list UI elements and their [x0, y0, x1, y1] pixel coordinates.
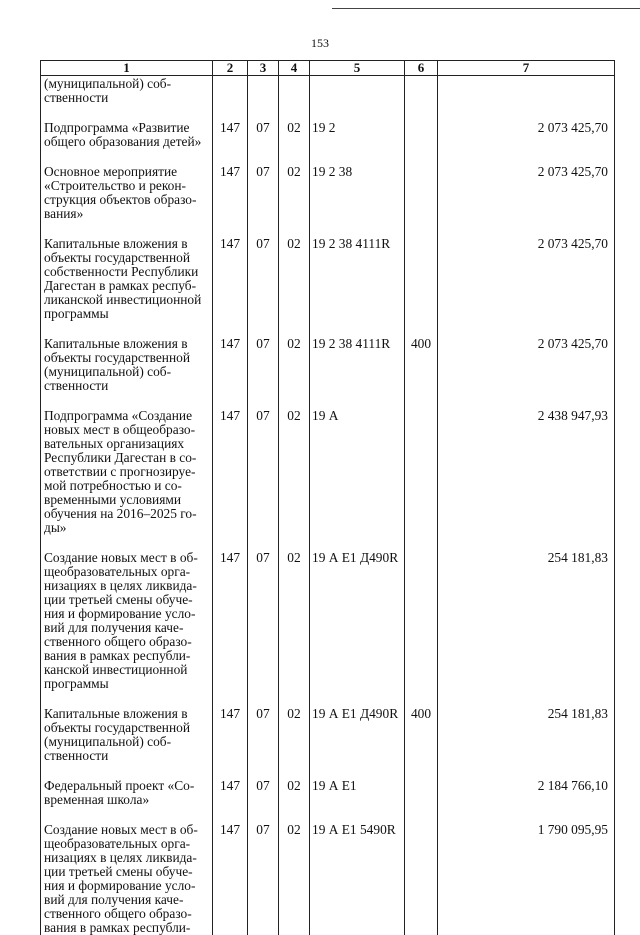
row-code-subsection: 02 [279, 409, 310, 551]
row-code-subsection: 02 [279, 707, 310, 779]
row-code-expense-type [405, 551, 438, 707]
table-row [41, 779, 615, 823]
table-row [41, 337, 615, 409]
budget-table [40, 60, 615, 935]
table-row [41, 121, 615, 165]
row-name: Подпрограмма «Развитие общего образования детей» [41, 121, 213, 165]
row-code-target: 19 А Е1 [310, 779, 405, 823]
row-amount: 2 073 425,70 [438, 165, 615, 237]
row-code-section: 07 [248, 165, 279, 237]
table-row [41, 76, 615, 122]
row-code-expense-type [405, 409, 438, 551]
column-header-5: 5 [310, 61, 405, 76]
row-code-expense-type [405, 76, 438, 122]
row-code-target: 19 2 [310, 121, 405, 165]
row-code-subsection: 02 [279, 823, 310, 935]
row-name: Создание новых мест в об- щеобразовательных орга- низациях в целях ликвида- ции третьей смены обуче- ния и формирование усло- вий для получения каче- ственного общего образо- вания в рамках республи- канской инвестиционной программы [41, 551, 213, 707]
row-amount: 254 181,83 [438, 707, 615, 779]
row-code-admin: 147 [213, 551, 248, 707]
row-code-expense-type [405, 237, 438, 337]
row-code-target: 19 А Е1 5490R [310, 823, 405, 935]
table-body [41, 76, 615, 935]
row-amount: 2 438 947,93 [438, 409, 615, 551]
row-code-section: 07 [248, 121, 279, 165]
column-header-2: 2 [213, 61, 248, 76]
row-code-expense-type [405, 779, 438, 823]
row-code-target: 19 2 38 [310, 165, 405, 237]
row-amount: 2 073 425,70 [438, 337, 615, 409]
row-code-subsection: 02 [279, 121, 310, 165]
page-number: 153 [0, 36, 640, 51]
row-code-section: 07 [248, 551, 279, 707]
row-code-subsection: 02 [279, 337, 310, 409]
row-amount [438, 76, 615, 122]
row-code-section: 07 [248, 707, 279, 779]
row-code-target [310, 76, 405, 122]
row-code-expense-type [405, 121, 438, 165]
row-name: Создание новых мест в об- щеобразовательных орга- низациях в целях ликвида- ции третьей смены обуче- ния и формирование усло- вий для получения каче- ственного общего образо- вания в рамках республи- [41, 823, 213, 935]
row-amount: 2 073 425,70 [438, 121, 615, 165]
table-row [41, 707, 615, 779]
row-code-target: 19 А [310, 409, 405, 551]
column-header-3: 3 [248, 61, 279, 76]
row-code-section: 07 [248, 409, 279, 551]
column-header-1: 1 [41, 61, 213, 76]
row-code-admin: 147 [213, 707, 248, 779]
table-row [41, 237, 615, 337]
row-name: Капитальные вложения в объекты государственной (муниципальной) соб- ственности [41, 707, 213, 779]
row-code-section: 07 [248, 237, 279, 337]
row-code-subsection: 02 [279, 551, 310, 707]
row-code-expense-type [405, 165, 438, 237]
row-name: (муниципальной) соб- ственности [41, 76, 213, 122]
row-code-admin: 147 [213, 779, 248, 823]
row-code-target: 19 А Е1 Д490R [310, 707, 405, 779]
row-name: Подпрограмма «Создание новых мест в общеобразо- вательных организациях Республики Дагестан в со- ответствии с прогнозируе- мой потребностью и со- временными условиями обучения на 2016–2025 го- ды» [41, 409, 213, 551]
row-code-target: 19 2 38 4111R [310, 337, 405, 409]
row-code-admin: 147 [213, 121, 248, 165]
top-edge-line [332, 8, 640, 9]
row-code-expense-type: 400 [405, 337, 438, 409]
row-code-expense-type: 400 [405, 707, 438, 779]
row-code-subsection: 02 [279, 237, 310, 337]
table-row [41, 823, 615, 935]
table-row [41, 409, 615, 551]
row-code-admin: 147 [213, 823, 248, 935]
row-code-subsection [279, 76, 310, 122]
row-code-subsection: 02 [279, 779, 310, 823]
table-row [41, 551, 615, 707]
row-name: Капитальные вложения в объекты государственной (муниципальной) соб- ственности [41, 337, 213, 409]
table-header-row [41, 61, 615, 76]
table-row [41, 165, 615, 237]
row-amount: 2 073 425,70 [438, 237, 615, 337]
row-code-admin: 147 [213, 337, 248, 409]
row-code-section [248, 76, 279, 122]
row-code-section: 07 [248, 779, 279, 823]
column-header-6: 6 [405, 61, 438, 76]
row-name: Основное мероприятие «Строительство и рекон- струкция объектов образо- вания» [41, 165, 213, 237]
row-code-admin [213, 76, 248, 122]
row-amount: 2 184 766,10 [438, 779, 615, 823]
row-code-target: 19 А Е1 Д490R [310, 551, 405, 707]
row-name: Федеральный проект «Со- временная школа» [41, 779, 213, 823]
row-amount: 1 790 095,95 [438, 823, 615, 935]
row-code-section: 07 [248, 823, 279, 935]
row-amount: 254 181,83 [438, 551, 615, 707]
row-name: Капитальные вложения в объекты государственной собственности Республики Дагестан в рамках респуб- ликанской инвестиционной программы [41, 237, 213, 337]
row-code-target: 19 2 38 4111R [310, 237, 405, 337]
row-code-admin: 147 [213, 165, 248, 237]
row-code-section: 07 [248, 337, 279, 409]
row-code-admin: 147 [213, 237, 248, 337]
row-code-expense-type [405, 823, 438, 935]
row-code-admin: 147 [213, 409, 248, 551]
row-code-subsection: 02 [279, 165, 310, 237]
column-header-7: 7 [438, 61, 615, 76]
column-header-4: 4 [279, 61, 310, 76]
